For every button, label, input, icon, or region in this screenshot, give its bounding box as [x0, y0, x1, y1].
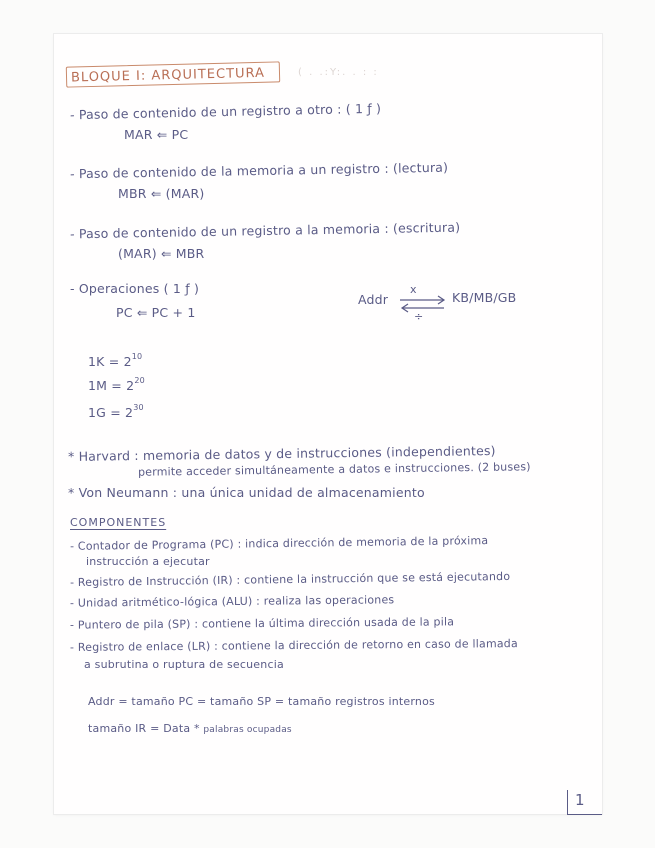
- power-giga: $1G = 2^{30}$: [88, 403, 144, 420]
- item-register-transfer: - Paso de contenido de un registro a otro : ( 1 ƒ ): [69, 100, 382, 123]
- component-lr-line-2: a subrutina o ruptura de secuencia: [84, 658, 284, 671]
- component-sp-line: - Puntero de pila (SP) : contiene la última dirección usada de la pila: [69, 615, 455, 632]
- item-operations: - Operaciones ( 1 ƒ ): [70, 281, 200, 296]
- component-alu-line: - Unidad aritmético-lógica (ALU) : realiza las operaciones: [69, 593, 395, 610]
- page-number: 1: [575, 791, 585, 809]
- page-title: [66, 61, 280, 87]
- conversion-multiply-label: x: [410, 283, 417, 296]
- sizes-line: Addr = tamaño PC = tamaño SP = tamaño registros internos: [88, 695, 435, 708]
- formula-mbr-mar: MBR ⇐ (MAR): [118, 186, 205, 201]
- conversion-divide-label: ÷: [414, 310, 424, 323]
- harvard-line-2: permite acceder simultáneamente a datos e instrucciones. (2 buses): [137, 460, 531, 479]
- ir-size-line: tamaño IR = Data * palabras ocupadas: [88, 722, 292, 735]
- conversion-units-label: KB/MB/GB: [452, 290, 517, 305]
- harvard-line-1: * Harvard : memoria de datos y de instrucciones (independientes): [67, 443, 496, 464]
- formula-mar-pc: MAR ⇐ PC: [124, 127, 189, 142]
- formula-mar-mbr: (MAR) ⇐ MBR: [118, 246, 205, 261]
- von-neumann-line: * Von Neumann : una única unidad de almacenamiento: [68, 485, 425, 500]
- components-heading: COMPONENTES: [70, 516, 167, 529]
- component-ir-line: - Registro de Instrucción (IR) : contiene la instrucción que se está ejecutando: [69, 569, 511, 590]
- component-pc-line-1: - Contador de Programa (PC) : indica dirección de memoria de la próxima: [69, 534, 489, 553]
- component-pc-line-2: instrucción a ejecutar: [86, 555, 210, 568]
- title-text: BLOQUE I: ARQUITECTURA: [70, 65, 266, 86]
- formula-pc-increment: PC ⇐ PC + 1: [116, 305, 196, 320]
- item-memory-read: - Paso de contenido de la memoria a un registro : (lectura): [69, 159, 449, 182]
- power-mega: $1M = 2^{20}$: [88, 376, 145, 393]
- power-kilo: $1K = 2^{10}$: [88, 352, 143, 369]
- title-bleed-through: ( . .:Y:. . : :: [298, 67, 379, 78]
- item-memory-write: - Paso de contenido de un registro a la memoria : (escritura): [69, 219, 461, 242]
- component-lr-line-1: - Registro de enlace (LR) : contiene la dirección de retorno en caso de llamada: [69, 637, 518, 654]
- conversion-addr-label: Addr: [358, 292, 389, 307]
- conversion-arrows: [400, 294, 448, 316]
